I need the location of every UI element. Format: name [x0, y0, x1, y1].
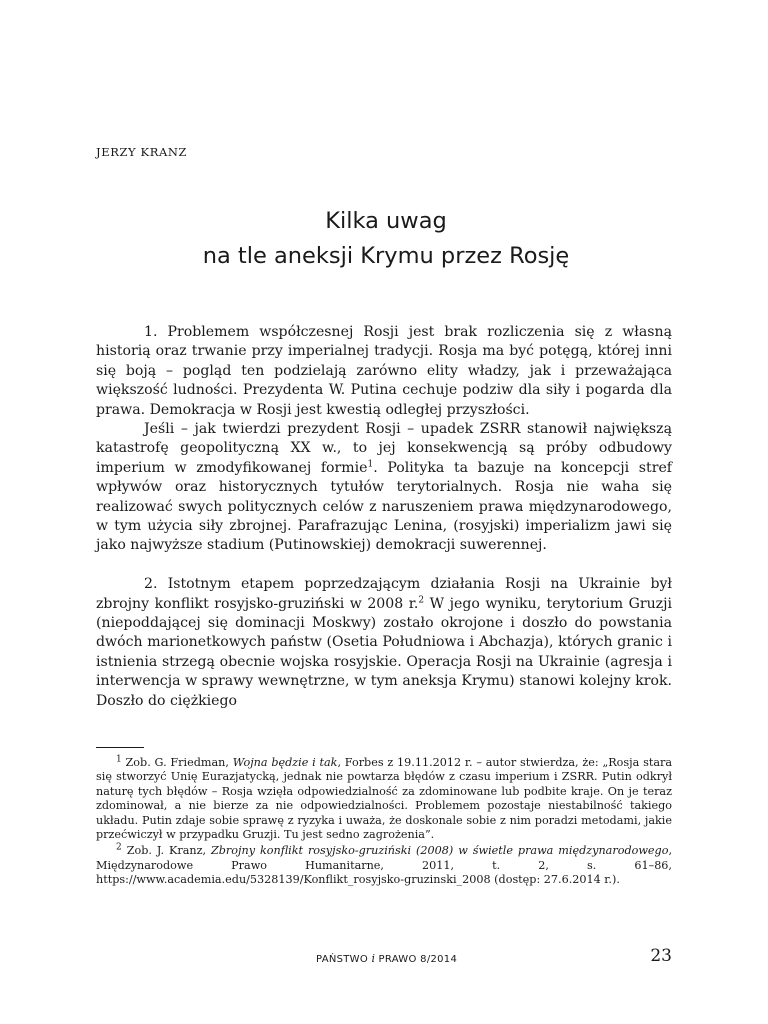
footnote-2-text-b: , Międzynarodowe Prawo Humanitarne, 2011, t. 2, s. 61–86, https://www.academia.edu/5328139/Konflikt_rosyjsko-gruzinski_2008 (dostęp: 27.6.2014 r.).: [96, 844, 672, 887]
body-paragraph-3-text-b: W jego wyniku, terytorium Gruzji (niepoddającej się dominacji Moskwy) zostało okrojone i doszło do powstania dwóch marionetkowych państw (Osetia Południowa i Abchazja), których granic i istnienia strzegą obecnie wojska rosyjskie. Operacja Rosji na Ukrainie (agresja i interwencja w sprawy wewnętrzne, w tym aneksja Krymu) stanowi kolejny krok. Doszło do ciężkiego: [96, 595, 672, 709]
body-paragraph-3-text-a: 2. Istotnym etapem poprzedzającym działania Rosji na Ukrainie był zbrojny konflikt rosyjsko-gruziński w 2008 r.: [96, 576, 672, 612]
journal-name-conjunction: i: [371, 952, 376, 965]
article-author: JERZY KRANZ: [96, 145, 188, 159]
footnote-separator: [96, 747, 144, 748]
footnote-1: [96, 756, 672, 842]
footnote-2-cited-title: Zbrojny konflikt rosyjsko-gruziński (2008) w świetle prawa międzynarodowego: [211, 844, 669, 858]
journal-issue: 8/2014: [420, 954, 458, 965]
footnote-2-number: 2: [116, 842, 122, 853]
journal-name-part-1: PAŃSTWO: [316, 954, 369, 965]
body-paragraph-3: [96, 575, 672, 711]
footnotes: [96, 756, 672, 888]
body-paragraph-1: 1. Problemem współczesnej Rosji jest brak rozliczenia się z własną historią oraz trwanie przy imperialnej tradycji. Rosja ma być potęgą, której inni się boją – pogląd ten podzielają zarówno elity władzy, jak i przeważająca większość ludności. Prezydenta W. Putina cechuje podziw dla siły i pogarda dla prawa. Demokracja w Rosji jest kwestią odległej przyszłości.: [96, 324, 672, 418]
article-title-line-2: na tle aneksji Krymu przez Rosję: [202, 243, 570, 269]
body-paragraph-2-text-a: Jeśli – jak twierdzi prezydent Rosji – upadek ZSRR stanowił największą katastrofę geopolityczną XX w., to jej konsekwencją są próby odbudowy imperium w zmodyfikowanej formie: [96, 421, 672, 476]
page-number: 23: [650, 946, 672, 966]
article-title: [96, 204, 676, 274]
footnote-1-text-a: Zob. G. Friedman,: [121, 756, 233, 769]
footnote-2: [96, 844, 672, 887]
journal-name-part-2: PRAWO: [378, 954, 417, 965]
footnote-reference-2[interactable]: 2: [418, 594, 425, 605]
journal-footer: [316, 952, 457, 965]
footnote-2-text-a: Zob. J. Kranz,: [121, 844, 211, 858]
footnote-1-number: 1: [116, 754, 122, 765]
article-title-line-1: Kilka uwag: [325, 208, 447, 234]
body-paragraph-2-text-b: . Polityka ta bazuje na koncepcji stref wpływów oraz historycznych tytułów terytorialnych. Rosja nie waha się realizować swych politycznych celów z naruszeniem prawa międzynarodowego, w tym użycia siły zbrojnej. Parafrazując Lenina, (rosyjski) imperializm jawi się jako najwyższe stadium (Putinowskiej) demokracji suwerennej.: [96, 459, 672, 554]
body-paragraph-2: [96, 420, 672, 556]
article-body: [96, 323, 672, 711]
footnote-1-text-b: , Forbes z 19.11.2012 r. – autor stwierdza, że: „Rosja stara się stworzyć Unię Eurazjatycką, jednak nie powtarza błędów z czasu imperium i ZSRR. Putin odkrył naturę tych błędów – Rosja wzięła odpowiedzialność za zdominowane lub podbite kraje. On je teraz zdominował, a nie bierze za nie odpowiedzialności. Problemem pozostaje niestabilność takiego układu. Putin zdaje sobie sprawę z ryzyka i uważa, że doskonale sobie z nim poradzi metodami, jakie przećwiczył w przypadku Gruzji. Tu jest sedno zagrożenia”.: [96, 756, 673, 842]
footnote-reference-1[interactable]: 1: [367, 459, 374, 470]
footnote-1-cited-title: Wojna będzie i tak: [232, 756, 338, 769]
